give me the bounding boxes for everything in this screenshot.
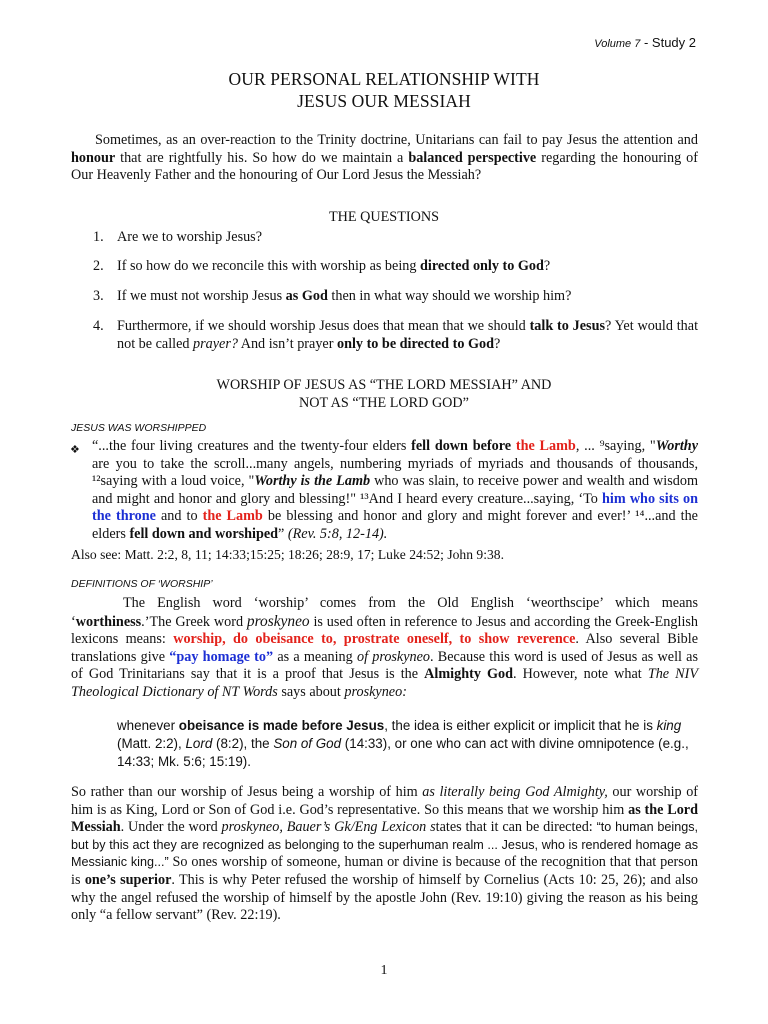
question-number: 1. xyxy=(93,229,104,245)
question-italic: prayer? xyxy=(193,335,238,352)
definitions-italic: of proskyneo xyxy=(356,648,431,665)
dictionary-quote-text: , the idea is either explicit or implicit that he is xyxy=(384,718,657,733)
definitions-blue-homage: “pay homage to” xyxy=(169,648,274,665)
intro-text: that are rightfully his. So how do we maintain a xyxy=(115,149,409,166)
quote-text: are you to take the scroll...many angels, numbering myriads of myriads and thousands of thousands, ¹²saying with a loud voice, " xyxy=(92,455,698,490)
intro-paragraph xyxy=(71,132,698,185)
title-line-2: JESUS OUR MESSIAH xyxy=(297,91,471,111)
quote-reference: (Rev. 5:8, 12-14). xyxy=(287,525,388,542)
question-text-part: ? xyxy=(543,258,551,274)
quote-red-lamb: the Lamb xyxy=(202,508,263,525)
intro-emphasis-balanced: balanced perspective xyxy=(408,149,537,166)
title-line-1: OUR PERSONAL RELATIONSHIP WITH xyxy=(228,69,540,89)
question-number: 2. xyxy=(93,258,104,274)
study-label: Study 2 xyxy=(651,35,696,50)
quote-text: who was slain, to receive power and wealth and wisdom and might and honor and glory and blessing!" ¹³And I heard every creature...saying, ‘To xyxy=(92,473,698,507)
closing-emphasis: one’s superior xyxy=(84,871,172,888)
quote-emphasis: fell down before xyxy=(411,438,512,454)
closing-text: So rather than our worship of Jesus being a worship of him xyxy=(71,784,423,800)
definitions-emphasis: Almighty God xyxy=(424,666,513,683)
dictionary-quote-italic: king xyxy=(656,718,682,733)
quote-text: ” xyxy=(278,525,288,542)
dictionary-quote-text: (14:33), or one who can act with divine omnipotence (e.g., 14:33; Mk. 5:6; 15:19). xyxy=(117,735,689,769)
closing-emphasis: as the Lord Messiah xyxy=(71,801,698,836)
definitions-text: . Because this word is used of Jesus as well as of God Trinitarians say that it is a proof that Jesus is the xyxy=(71,648,699,683)
definitions-text: is used often in reference to Jesus and according the Greek-English lexicons means: xyxy=(71,613,698,648)
question-number: 3. xyxy=(93,288,104,304)
question-text: Are we to worship Jesus? xyxy=(117,229,262,245)
question-emphasis: only to be directed to God xyxy=(337,335,494,352)
quote-blue-throne: him who sits on the throne xyxy=(92,490,698,525)
definitions-italic: proskyneo xyxy=(246,612,310,630)
question-3 xyxy=(71,288,698,306)
definitions-text: . However, note what xyxy=(513,666,648,683)
question-text xyxy=(117,258,698,276)
volume-label: Volume 7 xyxy=(594,38,641,50)
dictionary-quote-text: (Matt. 2:2), xyxy=(117,735,186,751)
quote-text: “...the four living creatures and the twenty-four elders xyxy=(92,438,412,454)
question-text-part: then in what way should we worship him? xyxy=(327,288,572,304)
definitions-italic: proskyneo: xyxy=(344,683,407,700)
definitions-text: .’The Greek word xyxy=(141,613,247,630)
also-see-references: Also see: Matt. 2:2, 8, 11; 14:33;15:25; 18:26; 28:9, 17; Luke 24:52; John 9:38. xyxy=(71,547,504,562)
intro-text: regarding the honouring of Our Heavenly Father and the honouring of Our Lord Jesus the Messiah? xyxy=(71,149,698,184)
dictionary-quote-italic: Lord xyxy=(185,735,213,751)
dictionary-quote-emphasis: obeisance is made before Jesus xyxy=(178,718,385,733)
definitions-italic: The NIV Theological Dictionary of NT Words xyxy=(71,666,699,700)
section-heading-line-2: NOT AS “THE LORD GOD” xyxy=(299,395,469,411)
definitions-red-meaning: worship, do obeisance to, prostrate oneself, to show reverence xyxy=(173,631,576,648)
question-4 xyxy=(71,318,698,353)
question-text xyxy=(117,318,698,353)
running-header xyxy=(594,35,696,50)
question-text-part: If we must not worship Jesus xyxy=(117,288,286,304)
quote-emphasis: Worthy is the Lamb xyxy=(254,473,371,490)
question-emphasis: directed only to God xyxy=(420,258,544,274)
question-number: 4. xyxy=(93,318,104,334)
dictionary-quote-text: whenever xyxy=(117,718,179,733)
quote-emphasis: fell down and worshiped xyxy=(129,525,279,542)
question-1 xyxy=(71,229,698,247)
subheading-jesus-worshipped: JESUS WAS WORSHIPPED xyxy=(71,422,207,434)
question-text-part: And isn’t prayer xyxy=(237,335,337,352)
closing-text: . Under the word xyxy=(120,819,222,836)
page-number: 1 xyxy=(380,963,388,978)
question-text-part: Furthermore, if we should worship Jesus does that mean that we should xyxy=(117,318,530,334)
question-emphasis: as God xyxy=(285,288,328,304)
quote-text: and to xyxy=(155,508,203,525)
section-heading-line-1: WORSHIP OF JESUS AS “THE LORD MESSIAH” AND xyxy=(216,377,552,393)
closing-lexicon-quote: “to human beings, but by this act they are recognized as belonging to the superhuman realm ... Jesus, who is rendered homage as Messianic king...” xyxy=(71,820,699,870)
closing-text: So ones worship of someone, human or divine is because of the recognition that that person is xyxy=(71,854,698,888)
dictionary-quote-text: (8:2), the xyxy=(212,735,274,751)
definitions-text: says about xyxy=(277,683,345,700)
definitions-text: as a meaning xyxy=(273,648,357,665)
subheading-definitions: DEFINITIONS OF ‘WORSHIP’ xyxy=(71,578,213,590)
intro-text: Sometimes, as an over-reaction to the Trinity doctrine, Unitarians can fail to pay Jesus the attention and xyxy=(95,132,698,148)
question-text-part: ? Yet would that not be called xyxy=(117,318,699,352)
definitions-text: . Also several Bible translations give xyxy=(71,631,698,665)
quote-emphasis: Worthy xyxy=(655,438,698,454)
section-heading-worship xyxy=(0,376,768,412)
dictionary-quote-italic: Son of God xyxy=(273,735,342,751)
quote-text: , ... xyxy=(575,438,600,454)
closing-text: . This is why Peter refused the worship of himself by Cornelius (Acts 10: 25, 26); and also why the angel refused the worship of himself by the apostle John (Rev. 19:10) giving the reason as his being only “a fellow servant” (Rev. 22:19). xyxy=(71,871,699,924)
closing-text: tates that it can be directed: xyxy=(435,819,597,836)
question-text-part: If so how do we reconcile this with worship as being xyxy=(117,258,421,274)
quote-text: be blessing and honor and glory and might forever and ever!’ ¹⁴...and the elders xyxy=(92,508,698,542)
closing-italic: proskyneo, Bauer’s Gk/Eng Lexicon s xyxy=(221,819,436,836)
revelation-quote xyxy=(92,438,698,544)
dictionary-quote xyxy=(117,717,699,770)
closing-paragraph xyxy=(71,784,698,925)
quote-red-lamb: the Lamb xyxy=(515,438,576,454)
closing-italic: as literally being God Almighty, xyxy=(422,784,608,800)
document-title xyxy=(0,68,768,112)
question-2 xyxy=(71,258,698,276)
question-text xyxy=(117,288,698,306)
question-text-part: ? xyxy=(493,335,501,352)
definitions-paragraph xyxy=(71,595,698,702)
diamond-bullet-icon: ❖ xyxy=(70,444,80,456)
questions-heading: THE QUESTIONS xyxy=(329,209,439,225)
quote-text: ⁹saying, " xyxy=(599,438,656,454)
definitions-emphasis: worthiness xyxy=(75,613,142,630)
definitions-text: The English word ‘worship’ comes from the Old English ‘weorthscipe’ which means ‘ xyxy=(71,595,698,630)
question-emphasis: talk to Jesus xyxy=(529,318,605,334)
closing-text: our worship of him is as King, Lord or Son of God i.e. God’s representative. So this means that we worship him xyxy=(71,784,699,818)
intro-emphasis-honour: honour xyxy=(71,149,116,166)
header-separator: - xyxy=(640,35,652,50)
